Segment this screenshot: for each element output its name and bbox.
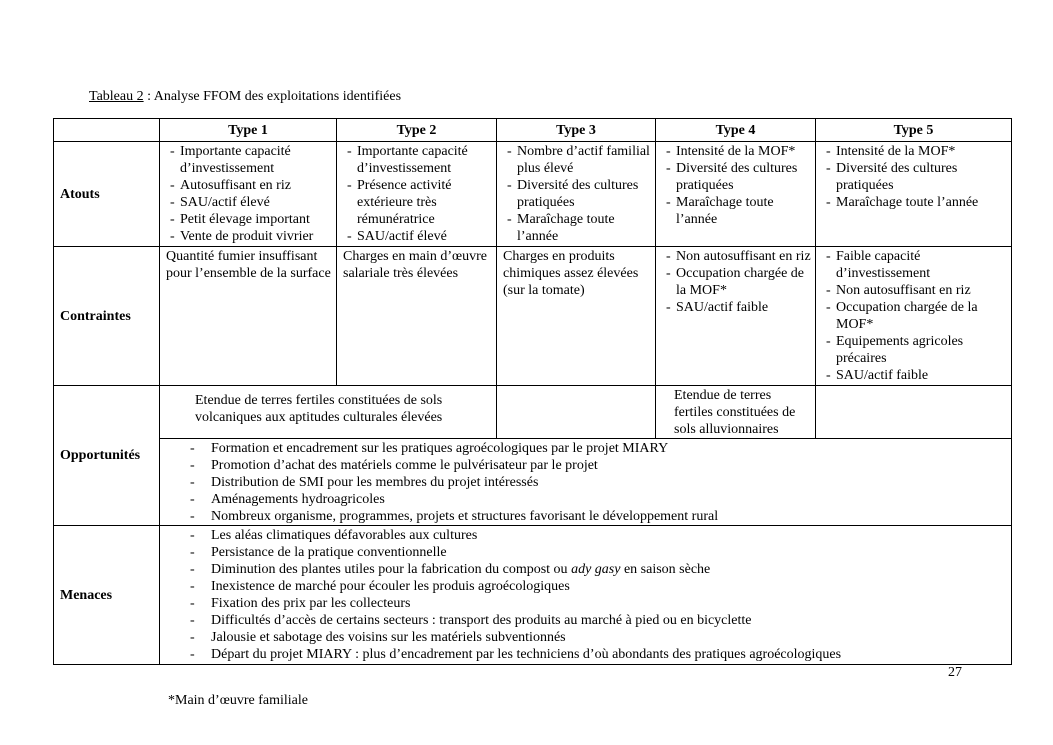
atouts-type3-list xyxy=(503,143,651,245)
contraintes-type5 xyxy=(816,247,1012,386)
list-item: - Maraîchage toute l’année xyxy=(822,194,1007,211)
list-item: - Maraîchage toute l’année xyxy=(503,211,651,245)
list-item: - Occupation chargée de la MOF* xyxy=(822,299,1007,333)
list-item: - Intensité de la MOF* xyxy=(822,143,1007,160)
header-type1: Type 1 xyxy=(160,119,337,142)
list-item: - Nombre d’actif familial plus élevé xyxy=(503,143,651,177)
list-item: - Fixation des prix par les collecteurs xyxy=(160,595,1011,612)
opportunites-list xyxy=(160,440,1011,525)
list-item: - Non autosuffisant en riz xyxy=(822,282,1007,299)
compost-text-after: en saison sèche xyxy=(620,562,711,577)
list-item: - SAU/actif faible xyxy=(662,299,811,316)
list-item: - Diversité des cultures pratiquées xyxy=(822,160,1007,194)
list-item: - Départ du projet MIARY : plus d’encadrement par les techniciens d’où abondants des pratiques agroécologiques xyxy=(160,646,1011,663)
footnote: *Main d’œuvre familiale xyxy=(168,693,308,708)
contraintes-type4-list xyxy=(662,248,811,316)
opportunites-type4 xyxy=(656,386,816,439)
header-type2: Type 2 xyxy=(337,119,497,142)
menaces-common xyxy=(160,526,1012,665)
list-item: - SAU/actif élevé xyxy=(166,194,332,211)
contraintes-type2-text: Charges en main d’œuvre salariale très élevées xyxy=(343,249,487,281)
contraintes-type4 xyxy=(656,247,816,386)
compost-text-italic: ady gasy xyxy=(571,562,621,577)
header-empty xyxy=(54,119,160,142)
list-item: - Formation et encadrement sur les pratiques agroécologiques par le projet MIARY xyxy=(160,440,1011,457)
header-row xyxy=(54,119,1012,142)
row-label-contraintes: Contraintes xyxy=(54,247,160,386)
row-atouts xyxy=(54,142,1012,247)
caption-text: : Analyse FFOM des exploitations identifiées xyxy=(143,89,402,104)
row-contraintes xyxy=(54,247,1012,386)
list-item: - Jalousie et sabotage des voisins sur les matériels subventionnés xyxy=(160,629,1011,646)
table-caption xyxy=(89,89,401,105)
list-item: - Distribution de SMI pour les membres du projet intéressés xyxy=(160,474,1011,491)
row-opportunites-common xyxy=(54,439,1012,526)
list-item: - Equipements agricoles précaires xyxy=(822,333,1007,367)
atouts-type3 xyxy=(497,142,656,247)
atouts-type2 xyxy=(337,142,497,247)
list-item: - Les aléas climatiques défavorables aux cultures xyxy=(160,527,1011,544)
header-type4: Type 4 xyxy=(656,119,816,142)
menaces-list xyxy=(160,527,1011,663)
list-item: - Diversité des cultures pratiquées xyxy=(503,177,651,211)
compost-text-before: Diminution des plantes utiles pour la fabrication du compost ou xyxy=(211,562,572,577)
list-item: - Importante capacité d’investissement xyxy=(343,143,492,177)
opportunites-type3 xyxy=(497,386,656,439)
contraintes-type3 xyxy=(497,247,656,386)
list-item: - SAU/actif élevé xyxy=(343,228,492,245)
list-item: - Persistance de la pratique conventionnelle xyxy=(160,544,1011,561)
contraintes-type3-text: Charges en produits chimiques assez élevées (sur la tomate) xyxy=(503,249,639,298)
atouts-type5 xyxy=(816,142,1012,247)
contraintes-type5-list xyxy=(822,248,1007,384)
opportunites-type5 xyxy=(816,386,1012,439)
contraintes-type2 xyxy=(337,247,497,386)
list-item: - Faible capacité d’investissement xyxy=(822,248,1007,282)
list-item xyxy=(160,561,1011,578)
atouts-type1 xyxy=(160,142,337,247)
ffom-table xyxy=(53,118,1012,665)
list-item: - Diversité des cultures pratiquées xyxy=(662,160,811,194)
row-label-opportunites: Opportunités xyxy=(54,386,160,526)
atouts-type4-list xyxy=(662,143,811,228)
row-label-atouts: Atouts xyxy=(54,142,160,247)
row-menaces xyxy=(54,526,1012,665)
list-item: - Non autosuffisant en riz xyxy=(662,248,811,265)
list-item: - Importante capacité d’investissement xyxy=(166,143,332,177)
caption-label: Tableau 2 xyxy=(89,89,144,104)
list-item: - Nombreux organisme, programmes, projets et structures favorisant le développement rural xyxy=(160,508,1011,525)
list-item: - SAU/actif faible xyxy=(822,367,1007,384)
opportunites-type12-text: Etendue de terres fertiles constituées de sols volcaniques aux aptitudes culturales élevées xyxy=(195,393,443,425)
header-type3: Type 3 xyxy=(497,119,656,142)
atouts-type2-list xyxy=(343,143,492,245)
opportunites-common xyxy=(160,439,1012,526)
list-item: - Maraîchage toute l’année xyxy=(662,194,811,228)
list-item: - Présence activité extérieure très rémunératrice xyxy=(343,177,492,228)
row-label-menaces: Menaces xyxy=(54,526,160,665)
opportunites-type12 xyxy=(160,386,497,439)
list-item: - Occupation chargée de la MOF* xyxy=(662,265,811,299)
opportunites-type4-text: Etendue de terres fertiles constituées de sols alluvionnaires xyxy=(674,388,796,437)
list-item: - Difficultés d’accès de certains secteurs : transport des produits au marché à pied ou en bicyclette xyxy=(160,612,1011,629)
list-item: - Aménagements hydroagricoles xyxy=(160,491,1011,508)
atouts-type5-list xyxy=(822,143,1007,211)
page-number: 27 xyxy=(948,665,962,680)
list-item: - Inexistence de marché pour écouler les produis agroécologiques xyxy=(160,578,1011,595)
list-item: - Vente de produit vivrier xyxy=(166,228,332,245)
contraintes-type1-text: Quantité fumier insuffisant pour l’ensemble de la surface xyxy=(166,249,331,281)
atouts-type1-list xyxy=(166,143,332,245)
contraintes-type1 xyxy=(160,247,337,386)
list-item: - Intensité de la MOF* xyxy=(662,143,811,160)
list-item: - Petit élevage important xyxy=(166,211,332,228)
header-type5: Type 5 xyxy=(816,119,1012,142)
row-opportunites-top xyxy=(54,386,1012,439)
list-item: - Autosuffisant en riz xyxy=(166,177,332,194)
list-item: - Promotion d’achat des matériels comme le pulvérisateur par le projet xyxy=(160,457,1011,474)
atouts-type4 xyxy=(656,142,816,247)
